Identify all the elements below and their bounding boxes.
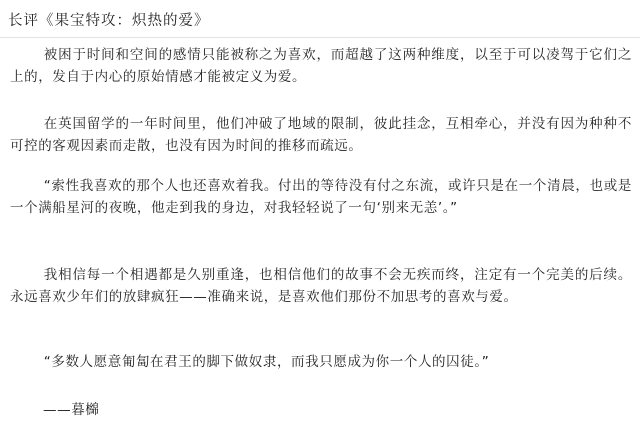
- paragraph-5: “多数人愿意匍匐在君王的脚下做奴隶，而我只愿成为你一个人的囚徒。”: [43, 354, 490, 370]
- article-title: 长评《果宝特攻：炽热的爱》: [8, 13, 210, 29]
- paragraph-2: 在英国留学的一年时间里，他们冲破了地域的限制，彼此挂念，互相牵心，并没有因为种种不可控的客观因素而走散，也没有因为时间的推移而疏远。: [10, 116, 632, 154]
- paragraph-4: 我相信每一个相遇都是久别重逢，也相信他们的故事不会无疾而终，注定有一个完美的后续。永远喜欢少年们的放肆疯狂——准确来说，是喜欢他们那份不加思考的喜欢与爱。: [10, 267, 632, 305]
- article-header: [0, 0, 640, 38]
- paragraph-1: 被困于时间和空间的感情只能被称之为喜欢，而超越了这两种维度，以至于可以凌驾于它们之上的，发自于内心的原始情感才能被定义为爱。: [10, 47, 632, 85]
- paragraph-3: “索性我喜欢的那个人也还喜欢着我。付出的等待没有付之东流，或许只是在一个清晨，也或是一个满船星河的夜晚，他走到我的身边，对我轻轻说了一句‘别来无恙’。”: [10, 178, 632, 216]
- header-divider: [0, 37, 640, 38]
- author-signature: ——暮檰: [43, 402, 100, 418]
